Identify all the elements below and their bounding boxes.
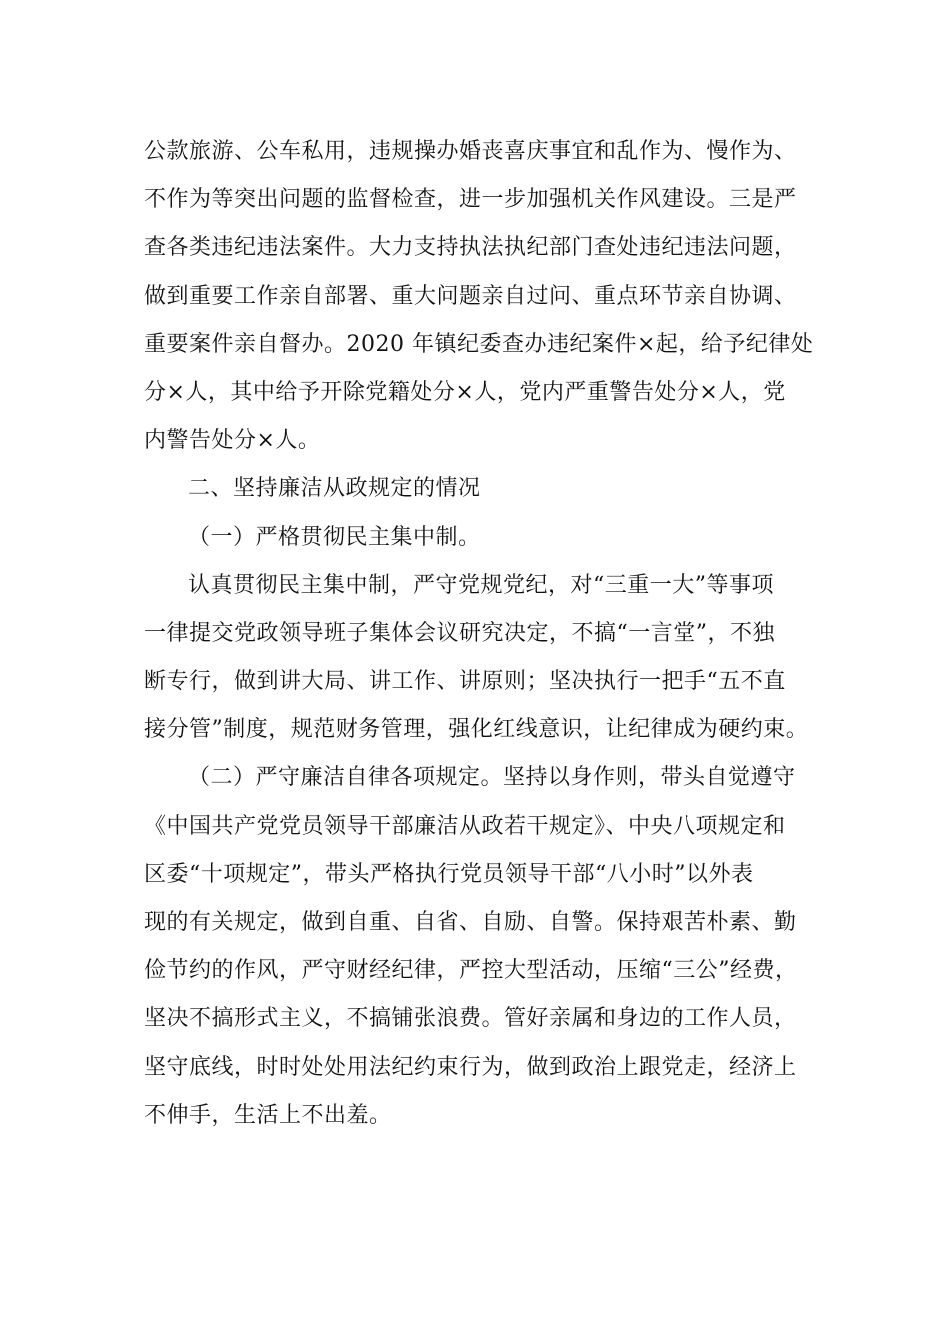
paragraph-line: 坚决不搞形式主义，不搞铺张浪费。管好亲属和身边的工作人员， xyxy=(144,1006,797,1032)
subsection-heading: （一）严格贯彻民主集中制。 xyxy=(188,524,481,550)
document-body xyxy=(144,128,814,1140)
paragraph-line: 《中国共产党党员领导干部廉洁从政若干规定》、中央八项规定和 xyxy=(144,813,786,839)
paragraph-line: 公款旅游、公车私用，违规操办婚丧喜庆事宜和乱作为、慢作为、 xyxy=(144,139,797,164)
paragraph-line: 断专行，做到讲大局、讲工作、讲原则；坚决执行一把手“五不直 xyxy=(144,669,786,695)
paragraph-line: 做到重要工作亲自部署、重大问题亲自过问、重点环节亲自协调、 xyxy=(144,283,797,309)
paragraph-line: 内警告处分×人。 xyxy=(144,428,321,454)
paragraph-line: 重要案件亲自督办。2020 年镇纪委查办违纪案件×起，给予纪律处 xyxy=(144,331,814,357)
section-heading: 二、坚持廉洁从政规定的情况 xyxy=(188,476,481,502)
paragraph-line: （二）严守廉洁自律各项规定。坚持以身作则，带头自觉遵守 xyxy=(188,765,796,791)
paragraph-line: 不伸手，生活上不出羞。 xyxy=(144,1102,392,1128)
paragraph-line: 一律提交党政领导班子集体会议研究决定，不搞“一言堂”，不独 xyxy=(144,620,775,646)
paragraph-line: 坚守底线，时时处处用法纪约束行为，做到政治上跟党走，经济上 xyxy=(144,1054,797,1080)
paragraph-line: 不作为等突出问题的监督检查，进一步加强机关作风建设。三是严 xyxy=(144,187,797,213)
paragraph-line: 现的有关规定，做到自重、自省、自励、自警。保持艰苦朴素、勤 xyxy=(144,910,797,935)
paragraph-line: 认真贯彻民主集中制，严守党规党纪，对“三重一大”等事项 xyxy=(188,572,774,598)
paragraph-line: 分×人，其中给予开除党籍处分×人，党内严重警告处分×人，党 xyxy=(144,379,786,405)
paragraph-line: 俭节约的作风，严守财经纪律，严控大型活动，压缩“三公”经费， xyxy=(144,958,798,984)
paragraph-line: 接分管”制度，规范财务管理，强化红线意识，让纪律成为硬约束。 xyxy=(144,717,809,743)
paragraph-line: 查各类违纪违法案件。大力支持执法执纪部门查处违纪违法问题， xyxy=(144,235,797,261)
paragraph-line: 区委“十项规定”，带头严格执行党员领导干部“八小时”以外表 xyxy=(144,861,754,887)
